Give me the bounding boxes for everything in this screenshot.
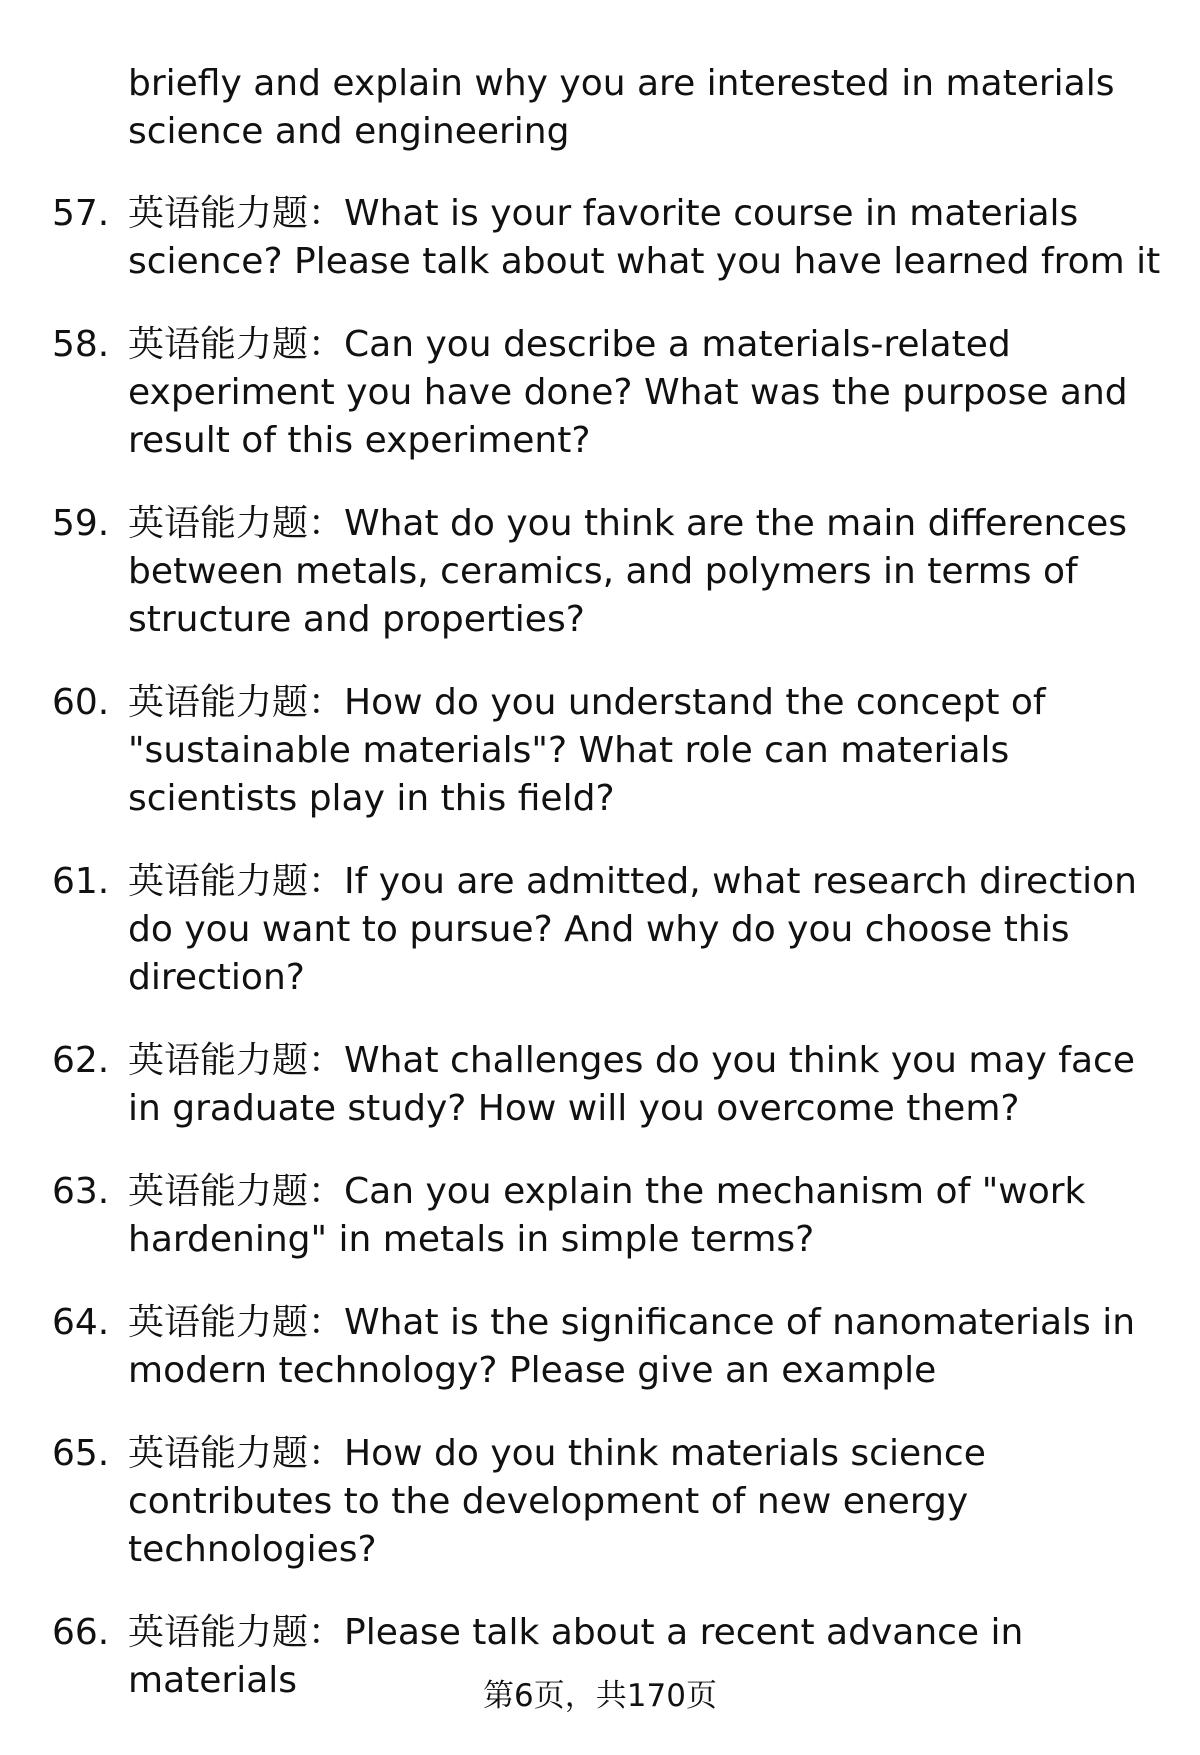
question-number: 57. <box>52 193 110 234</box>
question-number: 60. <box>52 682 110 723</box>
question-text: What is your favorite course in materials science? Please talk about what you have learned from it <box>128 193 1161 282</box>
continuation-text: briefly and explain why you are interested in materials science and engineering <box>128 63 1115 152</box>
question-number: 66. <box>52 1612 110 1653</box>
question-prefix: 英语能力题： <box>128 1433 345 1474</box>
question-text: Can you describe a materials-related experiment you have done? What was the purpose and result of this experiment? <box>128 324 1128 461</box>
question-number: 58. <box>52 324 110 365</box>
question-number: 62. <box>52 1040 110 1081</box>
question-body <box>128 679 1162 823</box>
question-item <box>52 500 1162 644</box>
question-prefix: 英语能力题： <box>128 682 345 723</box>
question-prefix: 英语能力题： <box>128 861 345 902</box>
page-footer: 第6页，共170页 <box>483 1678 717 1714</box>
question-item <box>52 858 1162 1002</box>
question-item <box>52 1037 1162 1133</box>
question-prefix: 英语能力题： <box>128 503 345 544</box>
question-prefix: 英语能力题： <box>128 324 345 365</box>
question-text: If you are admitted, what research direction do you want to pursue? And why do you choose this direction? <box>128 861 1137 998</box>
question-text: How do you understand the concept of "sustainable materials"? What role can materials scientists play in this field? <box>128 682 1046 819</box>
question-text: What is the significance of nanomaterials in modern technology? Please give an example <box>128 1302 1136 1391</box>
question-number: 59. <box>52 503 110 544</box>
question-prefix: 英语能力题： <box>128 1612 345 1653</box>
question-body <box>128 1168 1162 1264</box>
question-body <box>128 1299 1162 1395</box>
question-prefix: 英语能力题： <box>128 1040 345 1081</box>
question-item <box>52 679 1162 823</box>
question-body <box>128 500 1162 644</box>
question-prefix: 英语能力题： <box>128 1302 345 1343</box>
question-body <box>128 1037 1162 1133</box>
question-number: 65. <box>52 1433 110 1474</box>
question-body <box>128 1430 1162 1574</box>
question-body <box>128 190 1162 286</box>
question-text: What do you think are the main differences between metals, ceramics, and polymers in terms of structure and properties? <box>128 503 1128 640</box>
question-item <box>52 1430 1162 1574</box>
question-number: 61. <box>52 861 110 902</box>
question-item <box>52 321 1162 465</box>
question-number: 63. <box>52 1171 110 1212</box>
question-body <box>128 858 1162 1002</box>
question-list <box>52 190 1162 1740</box>
question-number: 64. <box>52 1302 110 1343</box>
question-prefix: 英语能力题： <box>128 193 345 234</box>
question-item <box>52 1299 1162 1395</box>
question-text: Please talk about a recent advance in materials <box>128 1612 1024 1701</box>
question-body <box>128 321 1162 465</box>
question-item <box>52 190 1162 286</box>
question-prefix: 英语能力题： <box>128 1171 345 1212</box>
question-item <box>52 1168 1162 1264</box>
question-text: Can you explain the mechanism of "work hardening" in metals in simple terms? <box>128 1171 1086 1260</box>
question-text: What challenges do you think you may face in graduate study? How will you overcome them? <box>128 1040 1135 1129</box>
question-text: How do you think materials science contributes to the development of new energy technologies? <box>128 1433 986 1570</box>
